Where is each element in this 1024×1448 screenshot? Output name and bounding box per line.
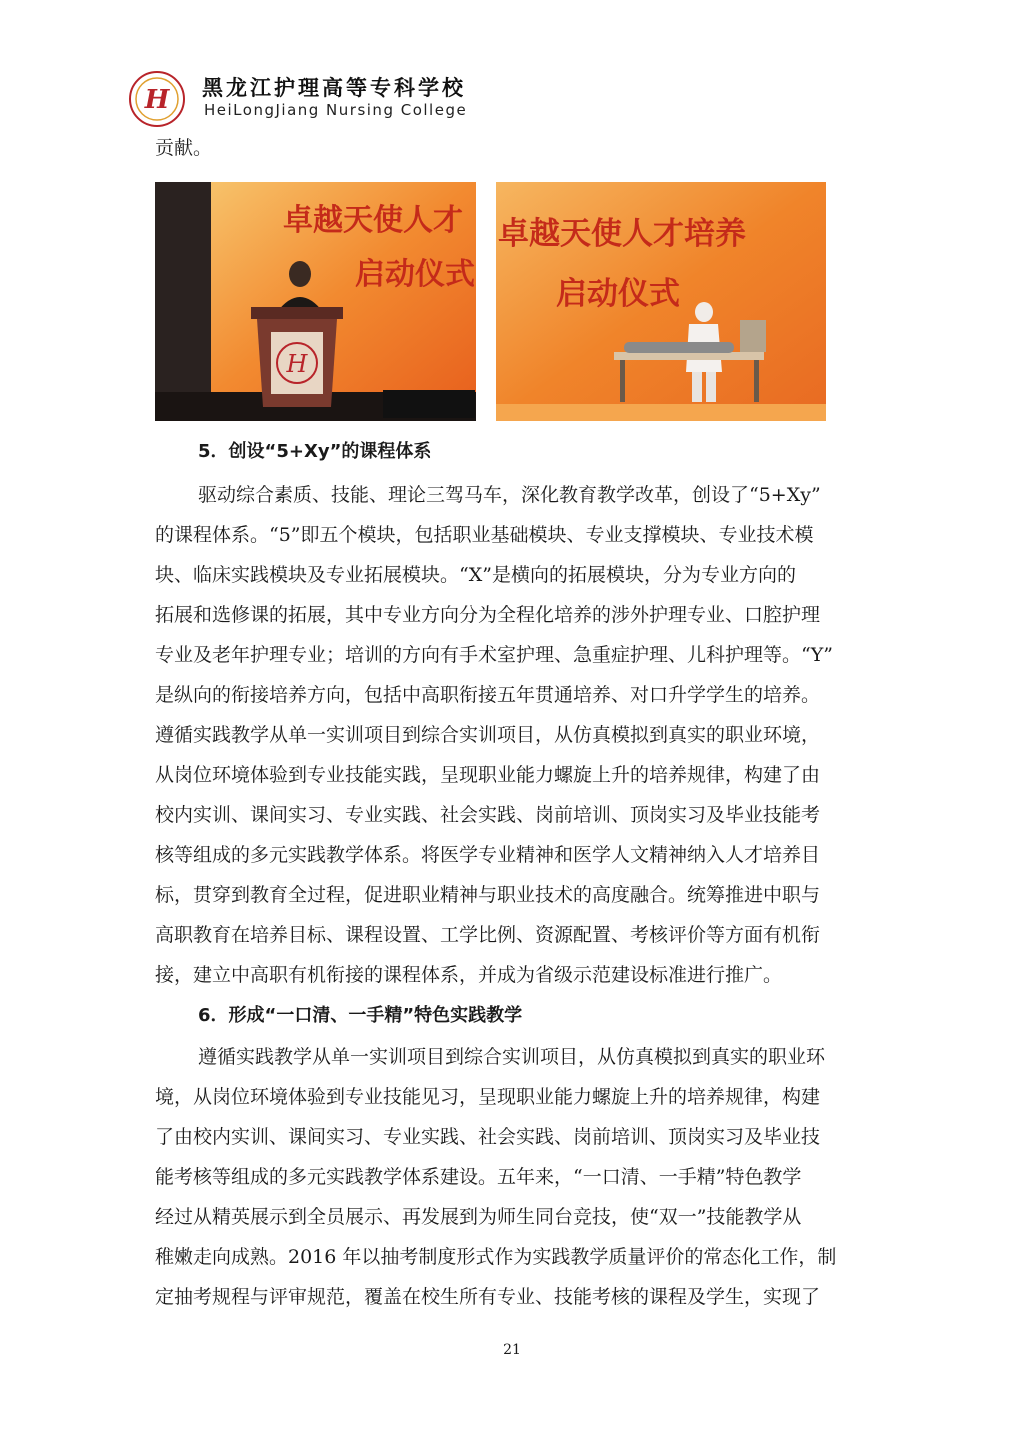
banner2-line2: 启动仪式 <box>556 276 680 312</box>
paragraph-line: 从岗位环境体验到专业技能实践，呈现职业能力螺旋上升的培养规律，构建了由 <box>155 764 821 786</box>
photo-demonstration <box>496 182 826 421</box>
page-header <box>128 70 528 128</box>
intro-line: 贡献。 <box>155 137 213 159</box>
paragraph-line: 是纵向的衔接培养方向，包括中高职衔接五年贯通培养、对口升学学生的培养。 <box>155 684 821 706</box>
paragraph-line: 了由校内实训、课间实习、专业实践、社会实践、岗前培训、顶岗实习及毕业技 <box>155 1126 821 1148</box>
paragraph-line: 遵循实践教学从单一实训项目到综合实训项目，从仿真模拟到真实的职业环境， <box>155 724 821 746</box>
school-name-cn: 黑龙江护理高等专科学校 <box>202 75 466 100</box>
paragraph-line: 能考核等组成的多元实践教学体系建设。五年来，“一口清、一手精”特色教学 <box>155 1166 802 1188</box>
banner1-line1: 卓越天使人才 <box>283 203 463 238</box>
paragraph-line: 境，从岗位环境体验到专业技能见习，呈现职业能力螺旋上升的培养规律，构建 <box>155 1086 821 1108</box>
paragraph-line: 专业及老年护理专业；培训的方向有手术室护理、急重症护理、儿科护理等。“Y” <box>155 644 833 666</box>
paragraph-line: 校内实训、课间实习、专业实践、社会实践、岗前培训、顶岗实习及毕业技能考 <box>155 804 821 826</box>
paragraph-line: 经过从精英展示到全员展示、再发展到为师生同台竞技，使“双一”技能教学从 <box>155 1206 802 1228</box>
paragraph-line: 接，建立中高职有机衔接的课程体系，并成为省级示范建设标准进行推广。 <box>155 964 783 986</box>
paragraph-line: 核等组成的多元实践教学体系。将医学专业精神和医学人文精神纳入人才培养目 <box>155 844 821 866</box>
paragraph-line: 标，贯穿到教育全过程，促进职业精神与职业技术的高度融合。统筹推进中职与 <box>155 884 821 906</box>
paragraph-line: 的课程体系。“5”即五个模块，包括职业基础模块、专业支撑模块、专业技术模 <box>155 524 814 546</box>
photo-speaker <box>155 182 476 421</box>
paragraph-line: 高职教育在培养目标、课程设置、工学比例、资源配置、考核评价等方面有机衔 <box>155 924 821 946</box>
speaker-head <box>289 261 311 287</box>
podium-logo: H <box>286 350 308 378</box>
school-name-en: HeiLongJiang Nursing College <box>204 101 468 119</box>
page-number: 21 <box>503 1342 521 1358</box>
banner1-line2: 启动仪式 <box>355 257 475 292</box>
paragraph-line: 拓展和选修课的拓展，其中专业方向分为全程化培养的涉外护理专业、口腔护理 <box>155 604 821 626</box>
paragraph-line: 遵循实践教学从单一实训项目到综合实训项目，从仿真模拟到真实的职业环 <box>198 1046 826 1068</box>
bed <box>614 352 764 360</box>
patient-manikin <box>624 342 734 353</box>
section-5-heading: 5．创设“5+Xy”的课程体系 <box>198 441 432 462</box>
paragraph-line: 块、临床实践模块及专业拓展模块。“X”是横向的拓展模块，分为专业方向的 <box>155 564 796 586</box>
paragraph-line: 稚嫩走向成熟。2016 年以抽考制度形式作为实践教学质量评价的常态化工作，制 <box>155 1246 837 1268</box>
banner2-line1: 卓越天使人才培养 <box>498 216 746 252</box>
nurse-cap <box>695 302 713 322</box>
logo-letter: H <box>144 85 170 115</box>
section-6-heading: 6．形成“一口清、一手精”特色实践教学 <box>198 1005 523 1026</box>
school-crest-icon <box>128 70 186 128</box>
paragraph-line: 定抽考规程与评审规范，覆盖在校生所有专业、技能考核的课程及学生，实现了 <box>155 1286 821 1308</box>
paragraph-line: 驱动综合素质、技能、理论三驾马车，深化教育教学改革，创设了“5+Xy” <box>198 484 821 506</box>
